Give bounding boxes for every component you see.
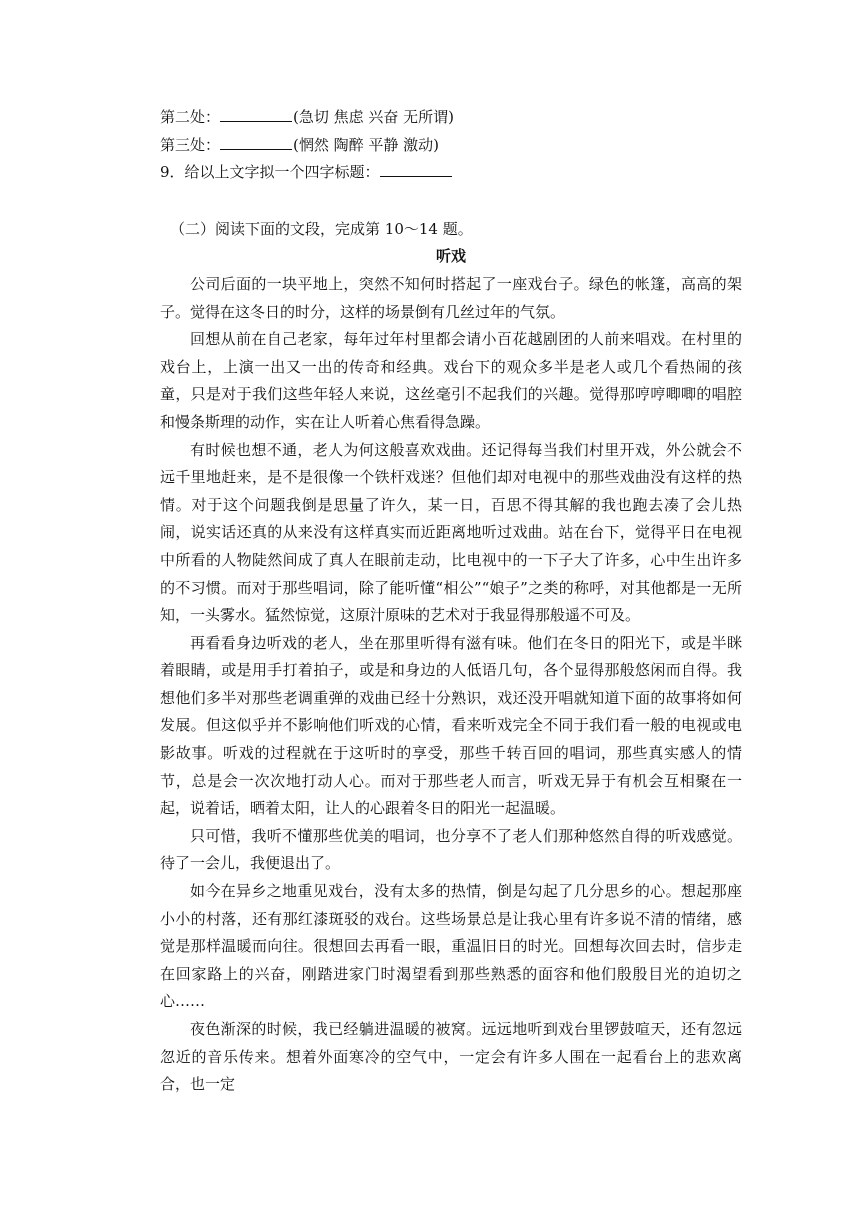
question-9: [160, 159, 742, 187]
document-content: [160, 104, 742, 1099]
question-prefix: 第三处：: [160, 135, 221, 154]
question-text: 9．给以上文字拟一个四字标题：: [160, 163, 380, 182]
passage-paragraph: 夜色渐深的时候，我已经躺进温暖的被窝。远远地听到戏台里锣鼓喧天，还有忽远忽近的音乐传来。想着外面寒冷的空气中，一定会有许多人围在一起看台上的悲欢离合，也一定: [160, 1020, 742, 1094]
question-options: (急切 焦虑 兴奋 无所谓): [293, 108, 455, 126]
passage-paragraph: 如今在异乡之地重见戏台，没有太多的热情，倒是勾起了几分思乡的心。想起那座小小的村落，还有那红漆斑驳的戏台。这些场景总是让我心里有许多说不清的情绪，感觉是那样温暖而向往。很想回去再看一眼，重温旧日的时光。回想每次回去时，信步走在回家路上的兴奋，刚踏进家门时渴望看到那些熟悉的面容和他们殷殷目光的迫切之心……: [160, 882, 742, 1011]
question-prefix: 第二处：: [160, 108, 221, 126]
passage-paragraph: 有时候也想不通，老人为何这般喜欢戏曲。还记得每当我们村里开戏，外公就会不远千里地赶来，是不是很像一个铁杆戏迷？但他们却对电视中的那些戏曲没有这样的热情。对于这个问题我倒是思量了许久，某一日，百思不得其解的我也跑去凑了会儿热闹，说实话还真的从来没有这样真实而近距离地听过戏曲。站在台下，觉得平日在电视中所看的人物陡然间成了真人在眼前走动，比电视中的一下子大了许多，心中生出许多的不习惯。而对于那些唱词，除了能听懂“相公”“娘子”之类的称呼，对其他都是一无所知，一头雾水。猛然惊觉，这原汁原味的艺术对于我显得那般遥不可及。: [160, 440, 742, 625]
section-heading: （二）阅读下面的文段，完成第 10～14 题。: [170, 219, 473, 238]
answer-blank: [220, 135, 292, 150]
passage-title: 听戏: [435, 247, 466, 266]
passage-paragraph: 回想从前在自己老家，每年过年村里都会请小百花越剧团的人前来唱戏。在村里的戏台上，上演一出又一出的传奇和经典。戏台下的观众多半是老人或几个看热闹的孩童，只是对于我们这些年轻人来说，这丝毫引不起我们的兴趣。觉得那哼哼唧唧的唱腔和慢条斯理的动作，实在让人听着心焦看得急躁。: [160, 330, 742, 431]
passage-paragraph: 再看看身边听戏的老人，坐在那里听得有滋有味。他们在冬日的阳光下，或是半眯着眼睛，或是用手打着拍子，或是和身边的人低语几句，各个显得那般悠闲而自得。我想他们多半对那些老调重弹的戏曲已经十分熟识，戏还没开唱就知道下面的故事将如何发展。但这似乎并不影响他们听戏的心情，看来听戏完全不同于我们看一般的电视或电影故事。听戏的过程就在于这听时的享受，那些千转百回的唱词，那些真实感人的情节，总是会一次次地打动人心。而对于那些老人而言，听戏无异于有机会互相聚在一起，说着话，晒着太阳，让人的心跟着冬日的阳光一起温暖。: [160, 633, 742, 818]
spacer: [160, 187, 742, 216]
answer-blank: [220, 107, 292, 122]
question-8-line-2: [160, 104, 742, 132]
answer-blank: [380, 162, 452, 177]
passage-paragraph: 公司后面的一块平地上，突然不知何时搭起了一座戏台子。绿色的帐篷，高高的架子。觉得在这冬日的时分，这样的场景倒有几丝过年的气氛。: [160, 274, 742, 321]
question-8-line-3: [160, 132, 742, 160]
question-options: (惘然 陶醉 平静 激动): [293, 135, 440, 154]
passage-paragraph: 只可惜，我听不懂那些优美的唱词，也分享不了老人们那种悠然自得的听戏感觉。待了一会儿，我便退出了。: [160, 826, 742, 873]
